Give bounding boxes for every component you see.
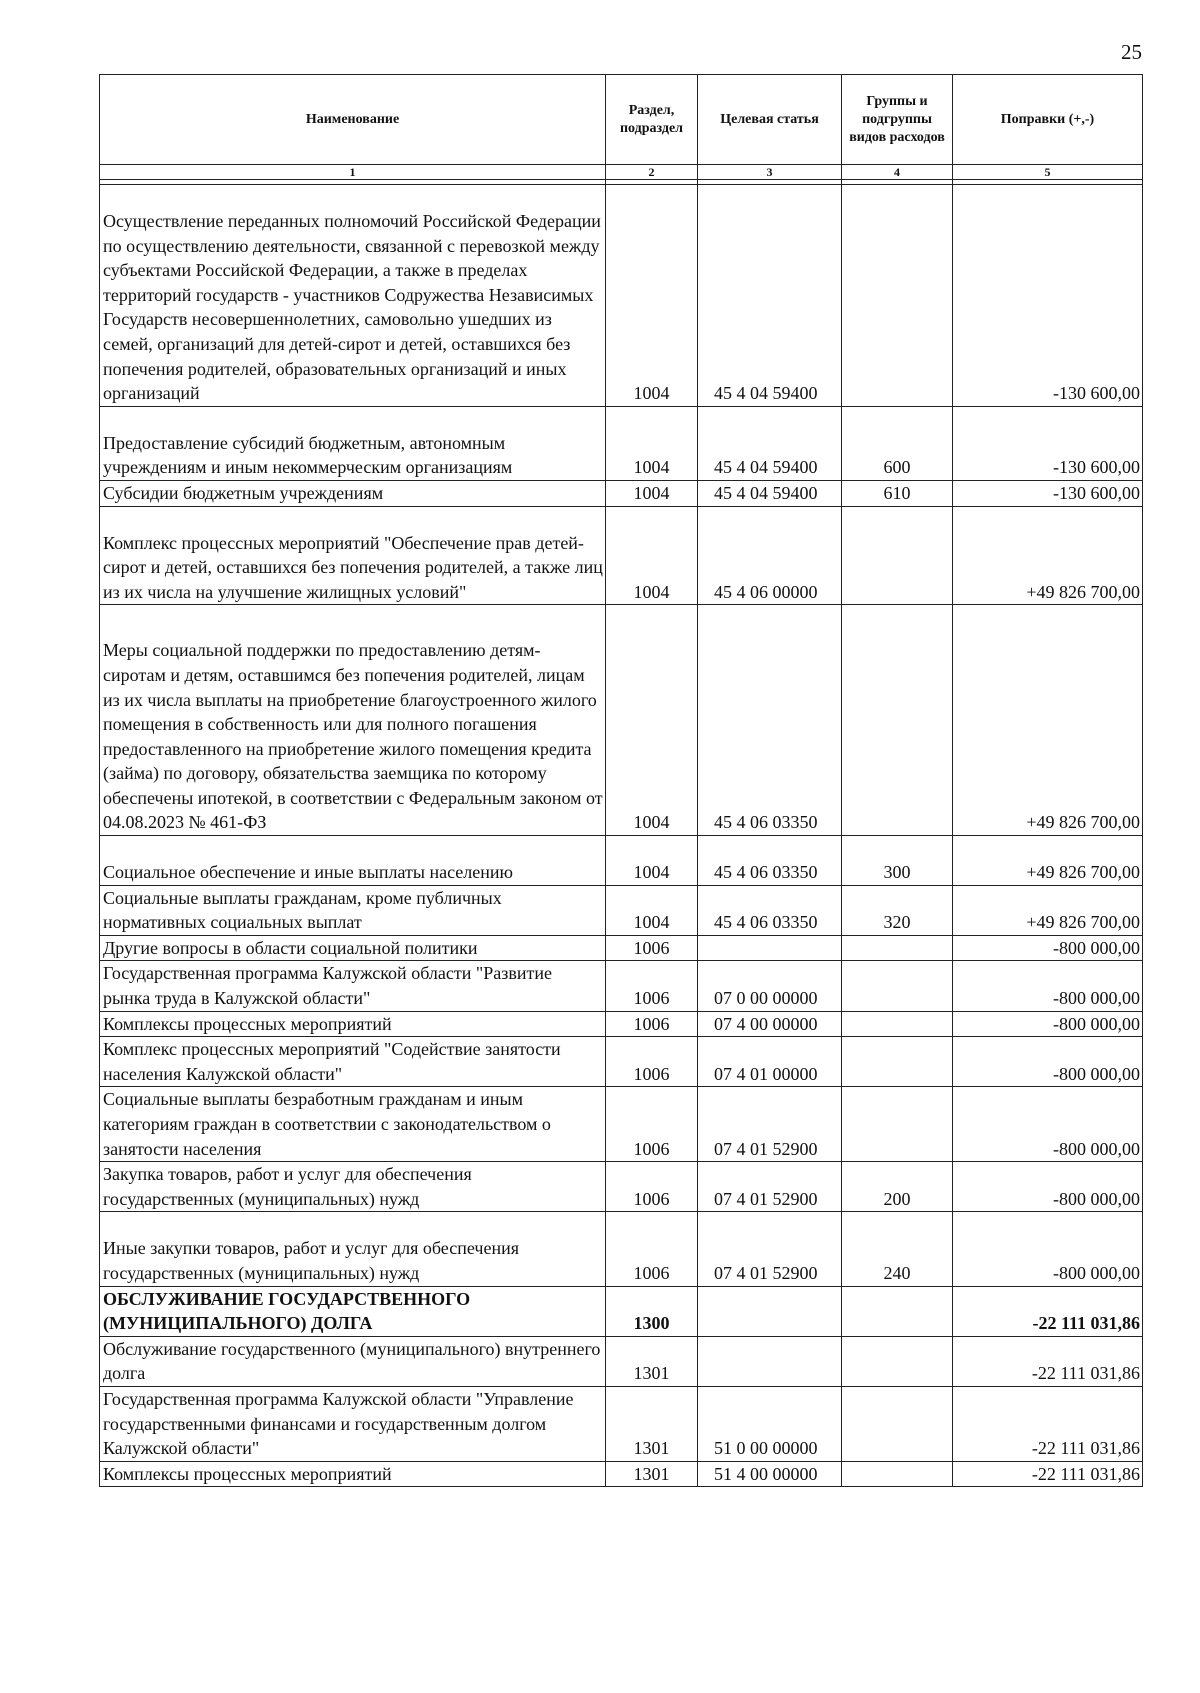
row-section: 1006 (606, 1087, 698, 1162)
table-row (100, 1087, 1143, 1162)
table-row (100, 1162, 1143, 1212)
row-target: 51 0 00 00000 (698, 1386, 842, 1461)
row-group: 200 (842, 1162, 953, 1212)
row-target: 51 4 00 00000 (698, 1461, 842, 1487)
table-row (100, 605, 1143, 836)
header-row (100, 75, 1143, 165)
row-target (698, 935, 842, 961)
row-section: 1006 (606, 1037, 698, 1087)
row-group (842, 1037, 953, 1087)
column-number: 2 (606, 165, 698, 180)
row-name: Закупка товаров, работ и услуг для обеспечения государственных (муниципальных) нужд (100, 1162, 606, 1212)
row-section: 1004 (606, 885, 698, 935)
row-target: 45 4 06 03350 (698, 836, 842, 886)
table-row (100, 1386, 1143, 1461)
row-amount: -130 600,00 (953, 480, 1143, 506)
row-group (842, 506, 953, 605)
header-groups: Группы и подгруппы видов расходов (842, 75, 953, 165)
row-amount: -22 111 031,86 (953, 1386, 1143, 1461)
row-group (842, 1336, 953, 1386)
row-group (842, 1087, 953, 1162)
row-amount: -22 111 031,86 (953, 1461, 1143, 1487)
row-name: Обслуживание государственного (муниципального) внутреннего долга (100, 1336, 606, 1386)
row-group (842, 961, 953, 1011)
row-amount: -800 000,00 (953, 935, 1143, 961)
row-section: 1006 (606, 1212, 698, 1286)
row-group (842, 605, 953, 836)
row-target: 45 4 04 59400 (698, 480, 842, 506)
column-number: 5 (953, 165, 1143, 180)
row-section: 1006 (606, 1011, 698, 1037)
row-group (842, 1386, 953, 1461)
row-group (842, 935, 953, 961)
table-row (100, 406, 1143, 480)
row-name: Предоставление субсидий бюджетным, автономным учреждениям и иным некоммерческим организациям (100, 406, 606, 480)
table-row (100, 1336, 1143, 1386)
row-amount: -800 000,00 (953, 1087, 1143, 1162)
row-target: 45 4 06 03350 (698, 605, 842, 836)
header-amount: Поправки (+,-) (953, 75, 1143, 165)
row-name: Государственная программа Калужской области "Развитие рынка труда в Калужской области" (100, 961, 606, 1011)
row-amount: -800 000,00 (953, 1212, 1143, 1286)
table-row (100, 185, 1143, 407)
row-section: 1004 (606, 506, 698, 605)
table-row (100, 836, 1143, 886)
row-section: 1004 (606, 480, 698, 506)
row-group (842, 1011, 953, 1037)
table-row (100, 1286, 1143, 1336)
table-row (100, 480, 1143, 506)
row-name: ОБСЛУЖИВАНИЕ ГОСУДАРСТВЕННОГО (МУНИЦИПАЛЬНОГО) ДОЛГА (100, 1286, 606, 1336)
row-name: Комплексы процессных мероприятий (100, 1461, 606, 1487)
row-target: 07 4 01 00000 (698, 1037, 842, 1087)
budget-amendments-table (99, 74, 1143, 1487)
row-amount: +49 826 700,00 (953, 605, 1143, 836)
row-group: 320 (842, 885, 953, 935)
row-amount: +49 826 700,00 (953, 885, 1143, 935)
header-section: Раздел, подраздел (606, 75, 698, 165)
row-group: 300 (842, 836, 953, 886)
row-amount: +49 826 700,00 (953, 836, 1143, 886)
row-section: 1006 (606, 935, 698, 961)
table-row (100, 1212, 1143, 1286)
row-target (698, 1286, 842, 1336)
row-target: 45 4 06 00000 (698, 506, 842, 605)
column-number: 3 (698, 165, 842, 180)
row-target: 07 4 01 52900 (698, 1212, 842, 1286)
row-amount: -130 600,00 (953, 406, 1143, 480)
row-section: 1004 (606, 185, 698, 407)
row-amount: -22 111 031,86 (953, 1336, 1143, 1386)
row-name: Субсидии бюджетным учреждениям (100, 480, 606, 506)
table-row (100, 935, 1143, 961)
table-row (100, 506, 1143, 605)
row-target: 45 4 04 59400 (698, 185, 842, 407)
column-number: 4 (842, 165, 953, 180)
row-section: 1006 (606, 1162, 698, 1212)
row-target: 07 0 00 00000 (698, 961, 842, 1011)
row-group: 240 (842, 1212, 953, 1286)
row-target: 07 4 01 52900 (698, 1087, 842, 1162)
row-amount: -800 000,00 (953, 961, 1143, 1011)
row-section: 1004 (606, 406, 698, 480)
row-target: 45 4 06 03350 (698, 885, 842, 935)
row-amount: -800 000,00 (953, 1011, 1143, 1037)
row-name: Социальные выплаты безработным гражданам и иным категориям граждан в соответствии с законодательством о занятости населения (100, 1087, 606, 1162)
table-row (100, 1037, 1143, 1087)
row-name: Комплекс процессных мероприятий "Обеспечение прав детей-сирот и детей, оставшихся без попечения родителей, а также лиц из их числа на улучшение жилищных условий" (100, 506, 606, 605)
row-target: 07 4 01 52900 (698, 1162, 842, 1212)
row-section: 1004 (606, 836, 698, 886)
row-target (698, 1336, 842, 1386)
table-row (100, 1011, 1143, 1037)
table-row (100, 961, 1143, 1011)
row-name: Иные закупки товаров, работ и услуг для обеспечения государственных (муниципальных) нужд (100, 1212, 606, 1286)
header-name: Наименование (100, 75, 606, 165)
row-section: 1300 (606, 1286, 698, 1336)
column-number-row (100, 165, 1143, 180)
column-number: 1 (100, 165, 606, 180)
row-name: Социальное обеспечение и иные выплаты населению (100, 836, 606, 886)
row-name: Государственная программа Калужской области "Управление государственными финансами и государственным долгом Калужской области" (100, 1386, 606, 1461)
page-number: 25 (1121, 40, 1142, 64)
row-amount: -800 000,00 (953, 1162, 1143, 1212)
row-amount: -130 600,00 (953, 185, 1143, 407)
row-target: 07 4 00 00000 (698, 1011, 842, 1037)
row-group (842, 1461, 953, 1487)
row-name: Социальные выплаты гражданам, кроме публичных нормативных социальных выплат (100, 885, 606, 935)
row-amount: -22 111 031,86 (953, 1286, 1143, 1336)
row-group: 600 (842, 406, 953, 480)
row-name: Комплекс процессных мероприятий "Содействие занятости населения Калужской области" (100, 1037, 606, 1087)
row-amount: +49 826 700,00 (953, 506, 1143, 605)
row-group: 610 (842, 480, 953, 506)
row-name: Другие вопросы в области социальной политики (100, 935, 606, 961)
table-row (100, 1461, 1143, 1487)
row-group (842, 185, 953, 407)
header-target: Целевая статья (698, 75, 842, 165)
row-name: Меры социальной поддержки по предоставлению детям-сиротам и детям, оставшимся без попечения родителей, лицам из их числа выплаты на приобретение благоустроенного жилого помещения в собственность или для полного погашения предоставленного на приобретение жилого помещения кредита (займа) по договору, обязательства заемщика по которому обеспечены ипотекой, в соответствии с Федеральным законом от 04.08.2023 № 461-ФЗ (100, 605, 606, 836)
row-section: 1301 (606, 1461, 698, 1487)
row-name: Осуществление переданных полномочий Российской Федерации по осуществлению деятельности, связанной с перевозкой между субъектами Российской Федерации, а также в пределах территорий государств - участников Содружества Независимых Государств несовершеннолетних, самовольно ушедших из семей, организаций для детей-сирот и детей, оставшихся без попечения родителей, образовательных организаций и иных организаций (100, 185, 606, 407)
row-section: 1301 (606, 1386, 698, 1461)
row-group (842, 1286, 953, 1336)
row-name: Комплексы процессных мероприятий (100, 1011, 606, 1037)
row-amount: -800 000,00 (953, 1037, 1143, 1087)
row-section: 1004 (606, 605, 698, 836)
row-section: 1006 (606, 961, 698, 1011)
table-row (100, 885, 1143, 935)
row-target: 45 4 04 59400 (698, 406, 842, 480)
row-section: 1301 (606, 1336, 698, 1386)
